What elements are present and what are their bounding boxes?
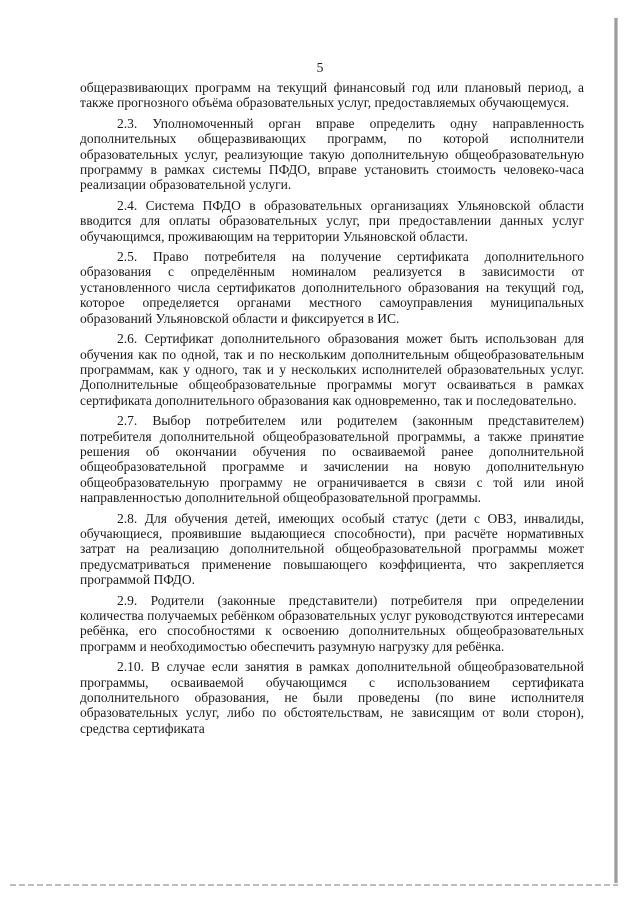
paragraph-2-7: 2.7. Выбор потребителем или родителем (законным представителем) потребителя дополнительной общеобразовательной программы, а также принятие решения об окончании обучения по осваиваемой ранее дополнительной общеобразовательной программе и зачислении на новую дополнительную общеобразовательную программу не ограничивается в связи с той или иной направленностью дополнительной общеобразовательной программы.	[80, 413, 584, 506]
page-number: 5	[316, 60, 324, 75]
page-edge-shadow	[614, 18, 618, 883]
page-bottom-edge	[10, 884, 618, 886]
paragraph-2-8: 2.8. Для обучения детей, имеющих особый статус (дети с ОВЗ, инвалиды, обучающиеся, проявившие выдающиеся способности), при расчёте нормативных затрат на реализацию дополнительной общеобразовательной программы может предусматриваться применение повышающего коэффициента, что закрепляется программой ПФДО.	[80, 510, 584, 588]
paragraph-2-10: 2.10. В случае если занятия в рамках дополнительной общеобразовательной программы, осваиваемой обучающимся с использованием сертификата дополнительного образования, не были проведены (по вине исполнителя образовательных услуг, либо по обстоятельствам, не зависящим от воли сторон), средства сертификата	[80, 659, 584, 736]
document-body	[80, 80, 584, 741]
paragraph-2-9: 2.9. Родители (законные представители) потребителя при определении количества получаемых ребёнком образовательных услуг руководствуются интересами ребёнка, его способностями к освоению дополнительных общеобразовательных программ и необходимостью обеспечить разумную нагрузку для ребёнка.	[80, 592, 584, 654]
paragraph-2-6: 2.6. Сертификат дополнительного образования может быть использован для обучения как по одной, так и по нескольким дополнительным общеобразовательным программам, как у одного, так и у нескольких исполнителей образовательных услуг. Дополнительные общеобразовательные программы могут осваиваться в рамках сертификата дополнительного образования как одновременно, так и последовательно.	[80, 331, 584, 408]
paragraph-2-5: 2.5. Право потребителя на получение сертификата дополнительного образования с определённым номиналом реализуется в зависимости от установленного числа сертификатов дополнительного образования на текущий год, которое определяется органами местного самоуправления муниципальных образований Ульяновской области и фиксируется в ИС.	[80, 249, 584, 326]
paragraph-2-3: 2.3. Уполномоченный орган вправе определить одну направленность дополнительных общеразвивающих программ, по которой исполнители образовательных услуг, реализующие такую дополнительную общеобразовательную программу в рамках системы ПФДО, вправе установить стоимость человеко-часа реализации образовательной услуги.	[80, 115, 584, 193]
paragraph-2-4: 2.4. Система ПФДО в образовательных организациях Ульяновской области вводится для оплаты образовательных услуг, при предоставлении данных услуг обучающимся, проживающим на территории Ульяновской области.	[80, 197, 584, 244]
paragraph-continuation: общеразвивающих программ на текущий финансовый год или плановый период, а также прогнозного объёма образовательных услуг, предоставляемых обучающемуся.	[80, 80, 584, 111]
